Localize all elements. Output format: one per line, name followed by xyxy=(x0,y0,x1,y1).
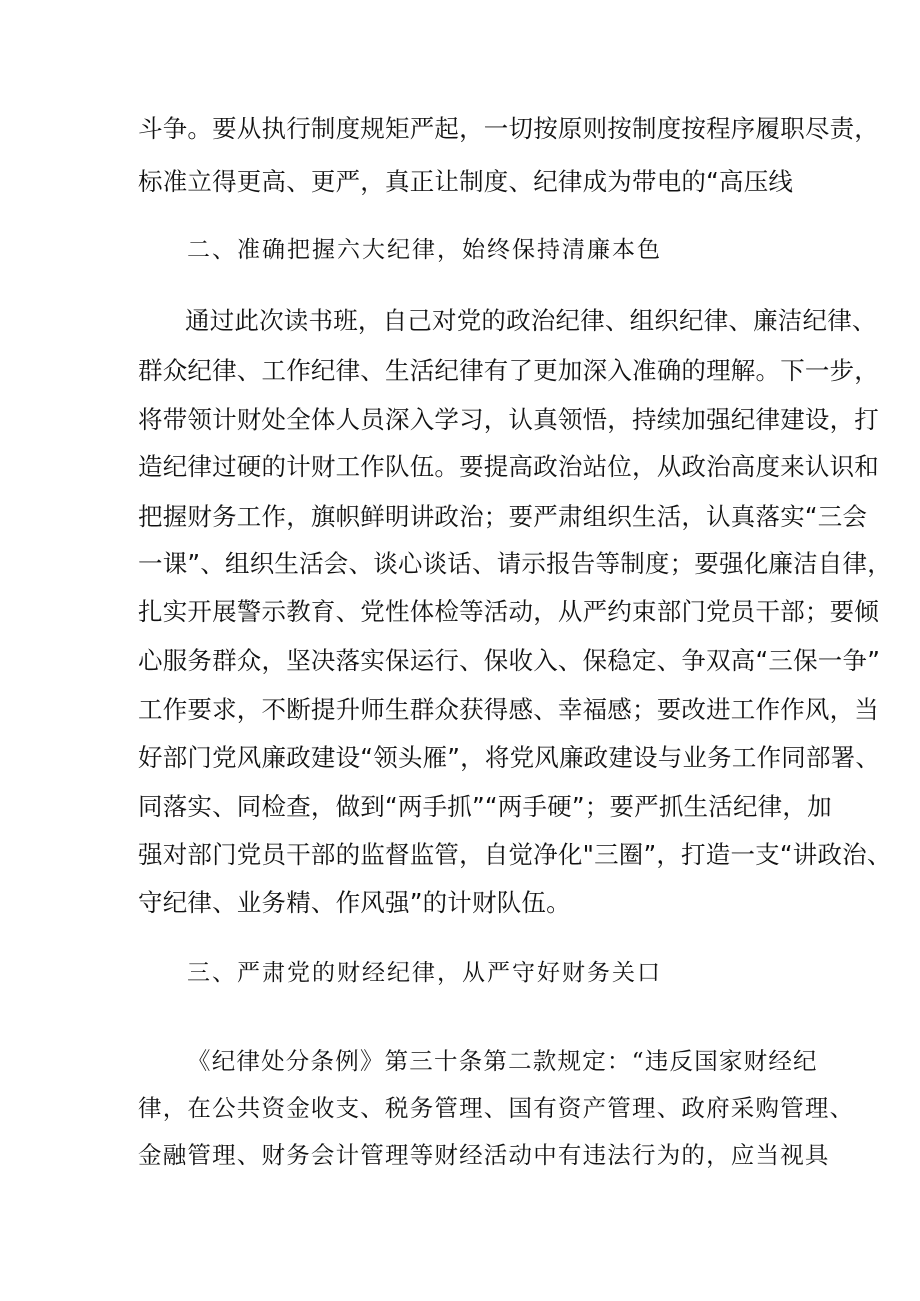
section-2-line-5: 把握财务工作，旗帜鲜明讲政治；要严肃组织生活，认真落实“三会 xyxy=(138,502,868,531)
section-3-heading: 三、严肃党的财经纪律，从严守好财务关口 xyxy=(187,960,662,986)
section-3-line-1: 《纪律处分条例》第三十条第二款规定：“违反国家财经纪 xyxy=(187,1047,818,1075)
section-2-line-3: 将带领计财处全体人员深入学习，认真领悟，持续加强纪律建设，打 xyxy=(138,405,879,434)
section-2-line-10: 好部门党风廉政建设“领头雁”，将党风廉政建设与业务工作同部署、 xyxy=(138,743,881,772)
section-2-line-6: 一课”、组织生活会、谈心谈话、请示报告等制度；要强化廉洁自律， xyxy=(138,549,892,578)
section-2-heading: 二、准确把握六大纪律，始终保持清廉本色 xyxy=(187,237,662,263)
intro-line-1: 斗争。要从执行制度规矩严起，一切按原则按制度按程序履职尽责， xyxy=(138,114,879,143)
section-2-line-13: 守纪律、业务精、作风强”的计财队伍。 xyxy=(138,888,571,917)
section-3-line-3: 金融管理、财务会计管理等财经活动中有违法行为的，应当视具 xyxy=(138,1141,830,1169)
section-2-line-7: 扎实开展警示教育、党性体检等活动，从严约束部门党员干部；要倾 xyxy=(138,597,879,626)
intro-line-2: 标准立得更高、更严，真正让制度、纪律成为带电的“高压线 xyxy=(138,167,794,196)
section-2-line-9: 工作要求，不断提升师生群众获得感、幸福感；要改进工作作风，当 xyxy=(138,695,879,724)
section-2-line-2: 群众纪律、工作纪律、生活纪律有了更加深入准确的理解。下一步， xyxy=(138,356,879,385)
section-2-line-1: 通过此次读书班，自己对党的政治纪律、组织纪律、廉洁纪律、 xyxy=(185,306,877,335)
section-2-line-8: 心服务群众，坚决落实保运行、保收入、保稳定、争双高“三保一争” xyxy=(138,646,881,675)
section-2-line-11: 同落实、同检查，做到“两手抓”“两手硬”；要严抓生活纪律，加 xyxy=(138,792,832,821)
section-3-line-2: 律，在公共资金收支、税务管理、国有资产管理、政府采购管理、 xyxy=(138,1094,855,1122)
section-2-line-4: 造纪律过硬的计财工作队伍。要提高政治站位，从政治高度来认识和 xyxy=(138,452,879,481)
section-2-line-12: 强对部门党员干部的监督监管，自觉净化"三圈”，打造一支“讲政治、 xyxy=(138,840,892,869)
